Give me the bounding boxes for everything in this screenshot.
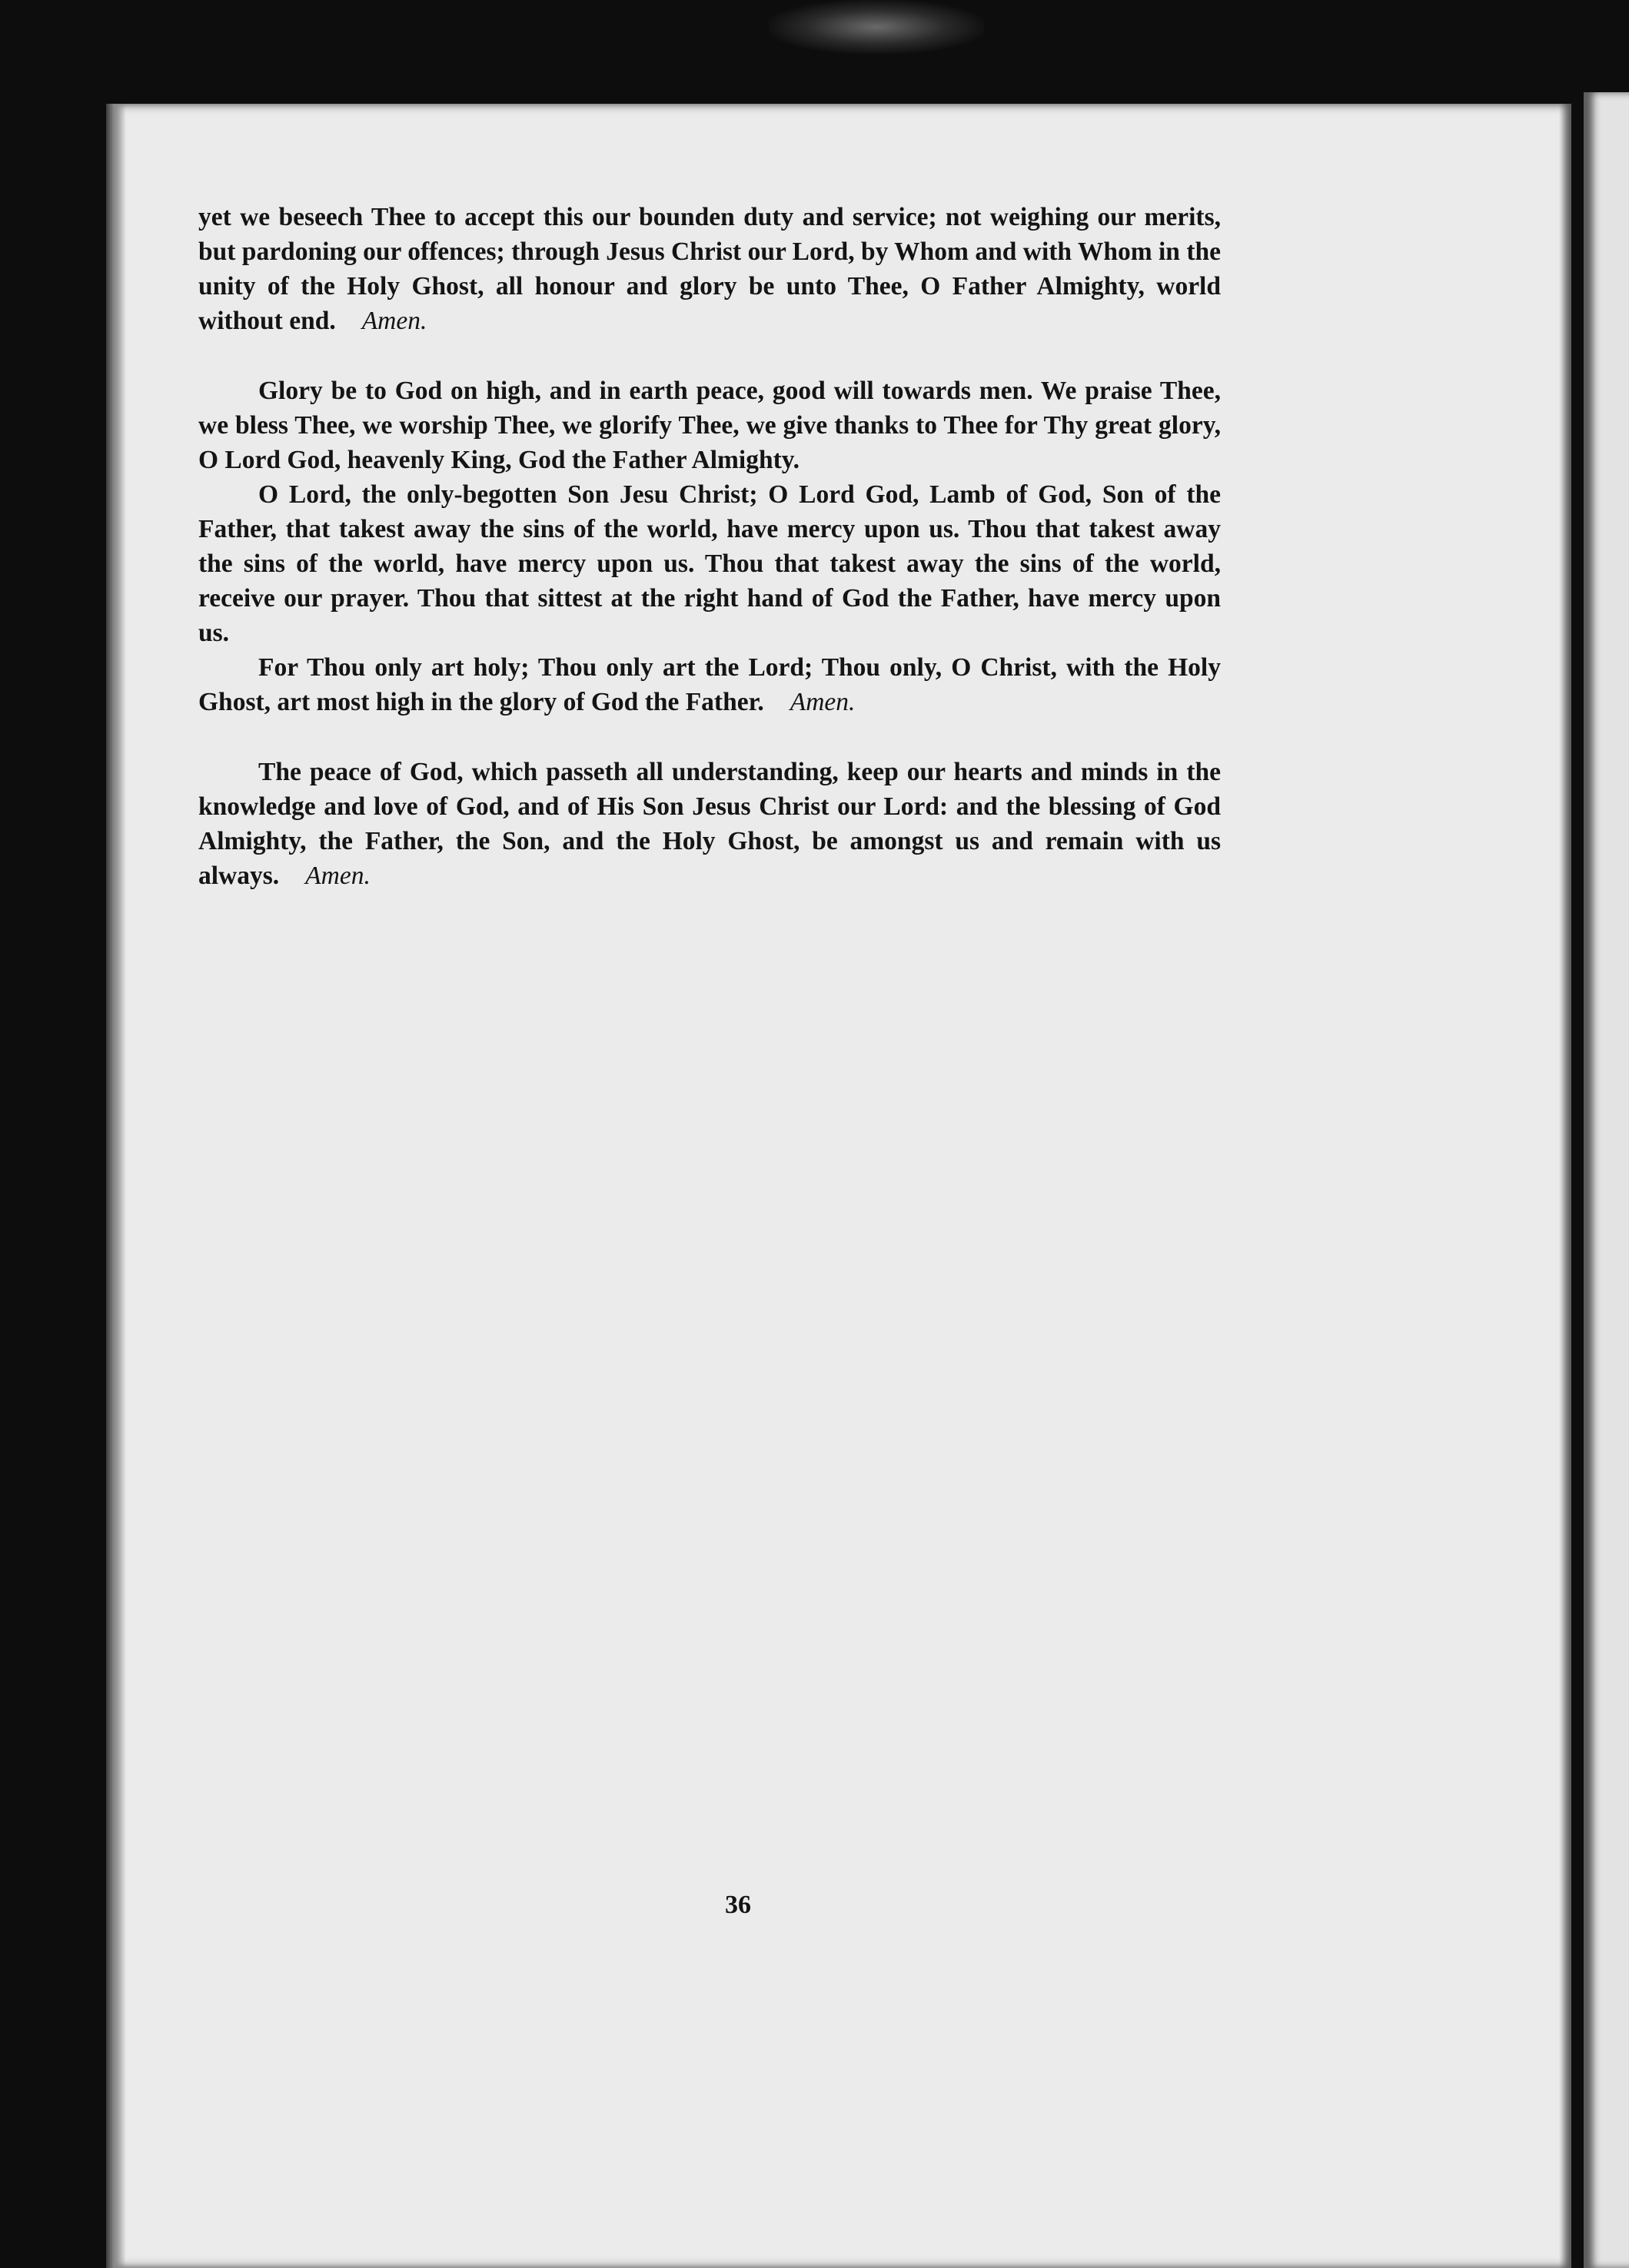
top-glare bbox=[769, 0, 984, 54]
paragraph-gloria-1 bbox=[198, 374, 1221, 477]
paragraph-text: The peace of God, which passeth all understanding, keep our hearts and minds in the knowledge and love of God, and of His Son Jesus Christ our Lord: and the blessing of God Almighty, the Father, the Son, and the Holy Ghost, be amongst us and remain with us always. bbox=[198, 758, 1221, 890]
page-binding-edge bbox=[106, 104, 126, 2268]
paragraph-text: Glory be to God on high, and in earth peace, good will towards men. We praise Thee, we bless Thee, we worship Thee, we glorify Thee, we give thanks to Thee for Thy great glory, O Lord God, heavenly King, God the Father Almighty. bbox=[198, 377, 1221, 474]
paragraph-blessing bbox=[198, 755, 1221, 893]
amen-label: Amen. bbox=[305, 862, 371, 890]
page-outer-edge bbox=[1559, 104, 1571, 2268]
paragraph-gap bbox=[198, 338, 1221, 374]
paragraph-text: For Thou only art holy; Thou only art the Lord; Thou only, O Christ, with the Holy Ghost, art most high in the glory of God the Father. bbox=[198, 653, 1221, 716]
page-body bbox=[198, 200, 1221, 893]
paragraph-text: O Lord, the only-begotten Son Jesu Christ; O Lord God, Lamb of God, Son of the Father, that takest away the sins of the world, have mercy upon us. Thou that takest away the sins of the world, have mercy upon us. Thou that takest away the sins of the world, receive our prayer. Thou that sittest at the right hand of God the Father, have mercy upon us. bbox=[198, 480, 1221, 647]
amen-label: Amen. bbox=[790, 688, 856, 716]
paragraph-gloria-2 bbox=[198, 477, 1221, 650]
paragraph-gap bbox=[198, 719, 1221, 755]
page-number: 36 bbox=[725, 1891, 751, 1919]
paragraph-prayer-end bbox=[198, 200, 1221, 338]
amen-label: Amen. bbox=[361, 307, 427, 335]
facing-page-edge bbox=[1584, 92, 1629, 2268]
paragraph-gloria-3 bbox=[198, 650, 1221, 719]
paragraph-text: yet we beseech Thee to accept this our bounden duty and service; not weighing our merits, but pardoning our offences; through Jesus Christ our Lord, by Whom and with Whom in the unity of the Holy Ghost, all honour and glory be unto Thee, O Father Almighty, world without end. bbox=[198, 203, 1221, 335]
